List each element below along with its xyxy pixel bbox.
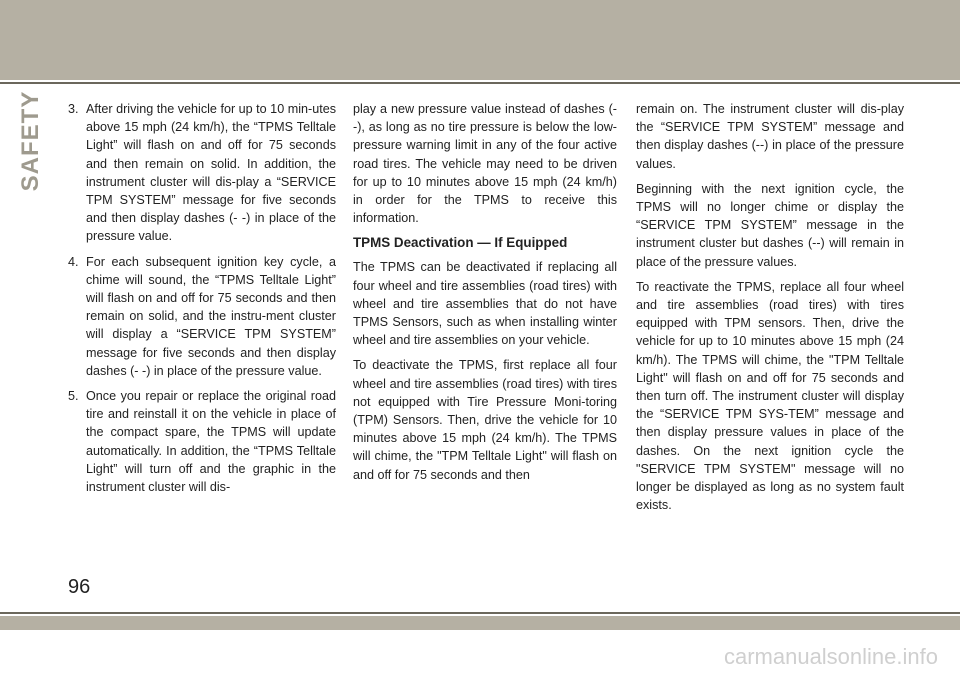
step-number: 4.	[68, 254, 79, 269]
step-text: For each subsequent ignition key cycle, a chime will sound, the “TPMS Telltale Light” will flash on and off for 75 seconds and then remain on solid, and the instru-ment cluster will display a “SERVICE TPM SYSTEM” message for five seconds and then display dashes (- -) in place of the pressure value.	[86, 254, 336, 378]
step-text: Once you repair or replace the original road tire and reinstall it on the vehicle in place of the compact spare, the TPMS will update automatically. In addition, the “TPMS Telltale Light” will turn off and the graphic in the instrument cluster will dis-	[86, 389, 336, 495]
footer-rule	[0, 612, 960, 614]
paragraph-continuation: remain on. The instrument cluster will dis-play the “SERVICE TPM SYSTEM” message and then display dashes (--) in place of the pressure values.	[636, 102, 904, 171]
footer-band	[0, 616, 960, 630]
paragraph: To reactivate the TPMS, replace all four wheel and tire assemblies (road tires) with tires equipped with TPM sensors. Then, drive the vehicle for up to 10 minutes above 15 mph (24 km/h). The TPMS will chime, the "TPM Telltale Light" will flash on and off for 75 seconds and then turn off. The instrument cluster will display the “SERVICE TPM SYS-TEM” message and then display pressure values in place of the dashes. On the next ignition cycle the "SERVICE TPM SYSTEM" message will no longer be displayed as long as no system fault exists.	[636, 279, 904, 513]
paragraph: Beginning with the next ignition cycle, the TPMS will no longer chime or display the “SERVICE TPM SYSTEM” message in the instrument cluster but dashes (--) will remain in place of the pressure values.	[636, 181, 904, 269]
header-rule	[0, 82, 960, 84]
section-tab-label: SAFETY	[17, 90, 44, 192]
column-3	[636, 100, 904, 521]
section-heading: TPMS Deactivation — If Equipped	[353, 235, 568, 251]
section-tab	[16, 90, 46, 192]
list-item	[68, 253, 336, 380]
step-5-continuation: play a new pressure value instead of dashes (- -), as long as no tire pressure is below the low-pressure warning limit in any of the four active road tires. The vehicle may need to be driven for up to 10 minutes above 15 mph (24 km/h) in order for the TPMS to receive this information.	[353, 102, 617, 226]
list-item	[68, 100, 336, 246]
page-number: 96	[68, 576, 91, 598]
step-list	[68, 100, 336, 496]
watermark-text: carmanualsonline.info	[723, 644, 938, 669]
column-1	[68, 100, 336, 503]
step-text: After driving the vehicle for up to 10 min-utes above 15 mph (24 km/h), the “TPMS Telltale Light” will flash on and off for 75 seconds and then remain on solid. In addition, the instrument cluster will dis-play a “SERVICE TPM SYSTEM” message for five seconds and then display dashes (- -) in place of the pressure value.	[86, 102, 336, 244]
step-number: 3.	[68, 102, 79, 116]
list-item	[68, 387, 336, 496]
column-2	[353, 100, 617, 491]
step-number: 5.	[68, 389, 79, 404]
paragraph: The TPMS can be deactivated if replacing all four wheel and tire assemblies (road tires) with wheel and tire assemblies that do not have TPMS Sensors, such as when installing winter wheel and tire assemblies on your vehicle.	[353, 260, 617, 348]
paragraph: To deactivate the TPMS, first replace all four wheel and tire assemblies (road tires) with tires not equipped with Tire Pressure Moni-toring (TPM) Sensors. Then, drive the vehicle for 10 minutes above 15 mph (24 km/h). The TPMS will chime, the "TPM Telltale Light" will flash on and off for 75 seconds and then	[353, 358, 617, 482]
header-band	[0, 0, 960, 80]
